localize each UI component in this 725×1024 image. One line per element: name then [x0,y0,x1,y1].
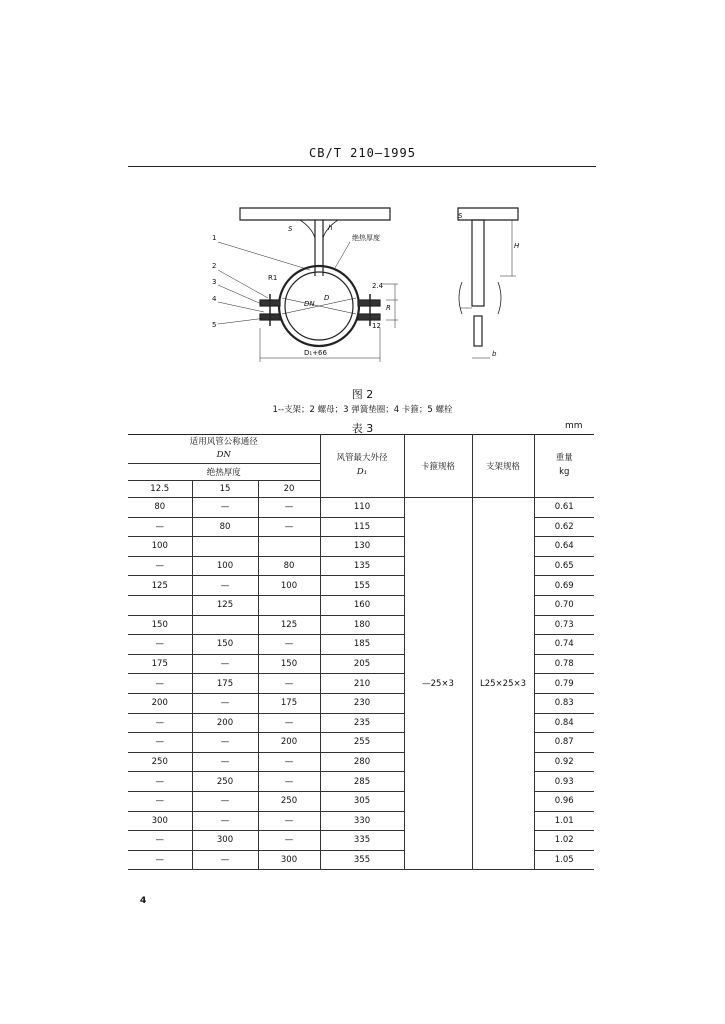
table-unit: mm [565,421,583,431]
header-weight-unit: kg [559,467,570,477]
cell-thick-20 [258,537,320,557]
cell-weight: 0.74 [534,635,594,655]
label-bottom-dim: D₁+66 [304,349,327,357]
cell-thick-12-5: — [128,850,192,870]
cell-outer-diameter: 135 [320,556,404,576]
cell-outer-diameter: 185 [320,635,404,655]
cell-outer-diameter: 235 [320,713,404,733]
thickness-15: 15 [192,481,258,498]
side-view [458,208,518,358]
header-dn: 适用风管公称通径 [189,437,258,448]
cell-outer-diameter: 110 [320,498,404,518]
cell-outer-diameter: 255 [320,733,404,753]
cell-thick-12-5: 100 [128,537,192,557]
cell-thick-12-5: — [128,517,192,537]
table-title: 表 3 [351,422,374,435]
callout-3: 3 [212,278,217,286]
cell-outer-diameter: 115 [320,517,404,537]
thickness-20: 20 [258,481,320,498]
cell-thick-12-5: 150 [128,615,192,635]
side-label-h: H [514,242,520,250]
label-dim12: 12 [372,322,381,330]
cell-outer-diameter: 355 [320,850,404,870]
cell-thick-20: — [258,713,320,733]
cell-thick-20: — [258,811,320,831]
cell-thick-20: 80 [258,556,320,576]
cell-outer-diameter: 335 [320,831,404,851]
cell-thick-15 [192,615,258,635]
cell-thick-12-5: — [128,713,192,733]
label-r1: R1 [268,274,278,282]
cell-weight: 0.87 [534,733,594,753]
header-rule [128,166,596,167]
cell-weight: 0.69 [534,576,594,596]
label-insulation: 绝热厚度 [352,234,380,242]
cell-thick-15: 200 [192,713,258,733]
cell-thick-15: 100 [192,556,258,576]
cell-weight: 0.79 [534,674,594,694]
cell-outer-diameter: 330 [320,811,404,831]
label-d1: D [324,294,330,302]
cell-weight: 1.02 [534,831,594,851]
cell-outer-diameter: 160 [320,595,404,615]
cell-outer-diameter: 180 [320,615,404,635]
cell-thick-12-5: 125 [128,576,192,596]
label-h: h [328,224,333,232]
cell-thick-15: 125 [192,595,258,615]
callout-2: 2 [212,262,217,270]
cell-thick-20 [258,595,320,615]
cell-thick-12-5: — [128,635,192,655]
cell-thick-20: — [258,635,320,655]
cell-thick-15: 150 [192,635,258,655]
header-dn-symbol: DN [216,450,231,460]
header-outer: 风管最大外径 [336,453,388,464]
ceiling-beam [240,208,390,220]
pipe-clamp-drawing [200,198,520,378]
cell-thick-12-5: 300 [128,811,192,831]
cell-thick-20: 200 [258,733,320,753]
figure-title: 图 2 [351,388,374,401]
cell-thick-20: — [258,772,320,792]
cell-thick-20: — [258,498,320,518]
cell-thick-12-5: 200 [128,693,192,713]
page-header: CB/T 210—1995 [309,146,416,160]
cell-weight: 0.93 [534,772,594,792]
header-insul: 绝热厚度 [128,464,320,481]
cell-thick-12-5: — [128,674,192,694]
page-number: 4 [140,896,147,906]
cell-outer-diameter: 230 [320,693,404,713]
cell-thick-12-5: — [128,831,192,851]
cell-thick-15: 80 [192,517,258,537]
callout-4: 4 [212,295,217,303]
cell-weight: 0.61 [534,498,594,518]
label-dim-r: R [386,304,391,312]
cell-thick-12-5: 175 [128,654,192,674]
cell-thick-20: 150 [258,654,320,674]
cell-thick-12-5: 250 [128,752,192,772]
cell-outer-diameter: 280 [320,752,404,772]
header-outer-symbol: D₁ [356,467,368,477]
cell-weight: 0.96 [534,791,594,811]
cell-weight: 0.73 [534,615,594,635]
cell-thick-20: — [258,674,320,694]
cell-thick-12-5: 80 [128,498,192,518]
cell-outer-diameter: 155 [320,576,404,596]
cell-thick-20: 250 [258,791,320,811]
cell-weight: 0.78 [534,654,594,674]
cell-thick-15: — [192,791,258,811]
side-label-b: b [492,350,497,358]
cell-thick-15: — [192,693,258,713]
cell-outer-diameter: 285 [320,772,404,792]
cell-thick-20: 300 [258,850,320,870]
callout-5: 5 [212,321,217,329]
cell-weight: 1.01 [534,811,594,831]
cell-clamp-spec: —25×3 [404,498,472,870]
cell-thick-15: 250 [192,772,258,792]
header-weight-cell [534,435,594,498]
label-dim1: 2.4 [372,282,384,290]
cell-thick-12-5 [128,595,192,615]
cell-weight: 1.05 [534,850,594,870]
front-view [218,208,398,362]
cell-weight: 0.64 [534,537,594,557]
header-outer-cell [320,435,404,498]
cell-thick-12-5: — [128,772,192,792]
cell-thick-20: — [258,752,320,772]
cell-thick-15: — [192,733,258,753]
side-view-labels [458,212,520,358]
cell-thick-20: 125 [258,615,320,635]
cell-outer-diameter: 210 [320,674,404,694]
cell-thick-15: 175 [192,674,258,694]
cell-thick-15: 300 [192,831,258,851]
cell-thick-20: — [258,517,320,537]
cell-weight: 0.92 [534,752,594,772]
cell-thick-15: — [192,576,258,596]
callout-1: 1 [212,234,217,242]
bracket-leg [315,220,323,276]
label-dn: DN [304,300,315,308]
figure-legend: 1--支架；2 螺母；3 弹簧垫圈；4 卡箍；5 螺栓 [272,405,453,415]
front-view-labels [212,224,391,357]
cell-thick-20: 100 [258,576,320,596]
cell-thick-15: — [192,811,258,831]
cell-outer-diameter: 130 [320,537,404,557]
cell-bracket-spec: L25×25×3 [472,498,534,870]
cell-thick-12-5: — [128,556,192,576]
cell-weight: 0.70 [534,595,594,615]
cell-weight: 0.84 [534,713,594,733]
header-bracket: 支架规格 [472,435,534,498]
cell-thick-15: — [192,752,258,772]
cell-thick-15: — [192,498,258,518]
cell-outer-diameter: 305 [320,791,404,811]
cell-thick-15: — [192,654,258,674]
table-row [128,498,594,518]
header-dn-cell [128,435,320,464]
side-label-s: S [458,212,463,220]
header-weight: 重量 [555,453,573,464]
cell-thick-12-5: — [128,733,192,753]
cell-outer-diameter: 205 [320,654,404,674]
cell-weight: 0.62 [534,517,594,537]
cell-thick-15: — [192,850,258,870]
cell-thick-20: 175 [258,693,320,713]
cell-weight: 0.83 [534,693,594,713]
cell-thick-20: — [258,831,320,851]
cell-weight: 0.65 [534,556,594,576]
cell-thick-15 [192,537,258,557]
thickness-12-5: 12.5 [128,481,192,498]
header-clamp: 卡箍规格 [404,435,472,498]
side-beam [458,208,518,220]
side-bracket [472,220,484,306]
label-s: S [288,225,293,233]
cell-thick-12-5: — [128,791,192,811]
side-clamp [474,316,482,346]
spec-table [128,434,594,870]
